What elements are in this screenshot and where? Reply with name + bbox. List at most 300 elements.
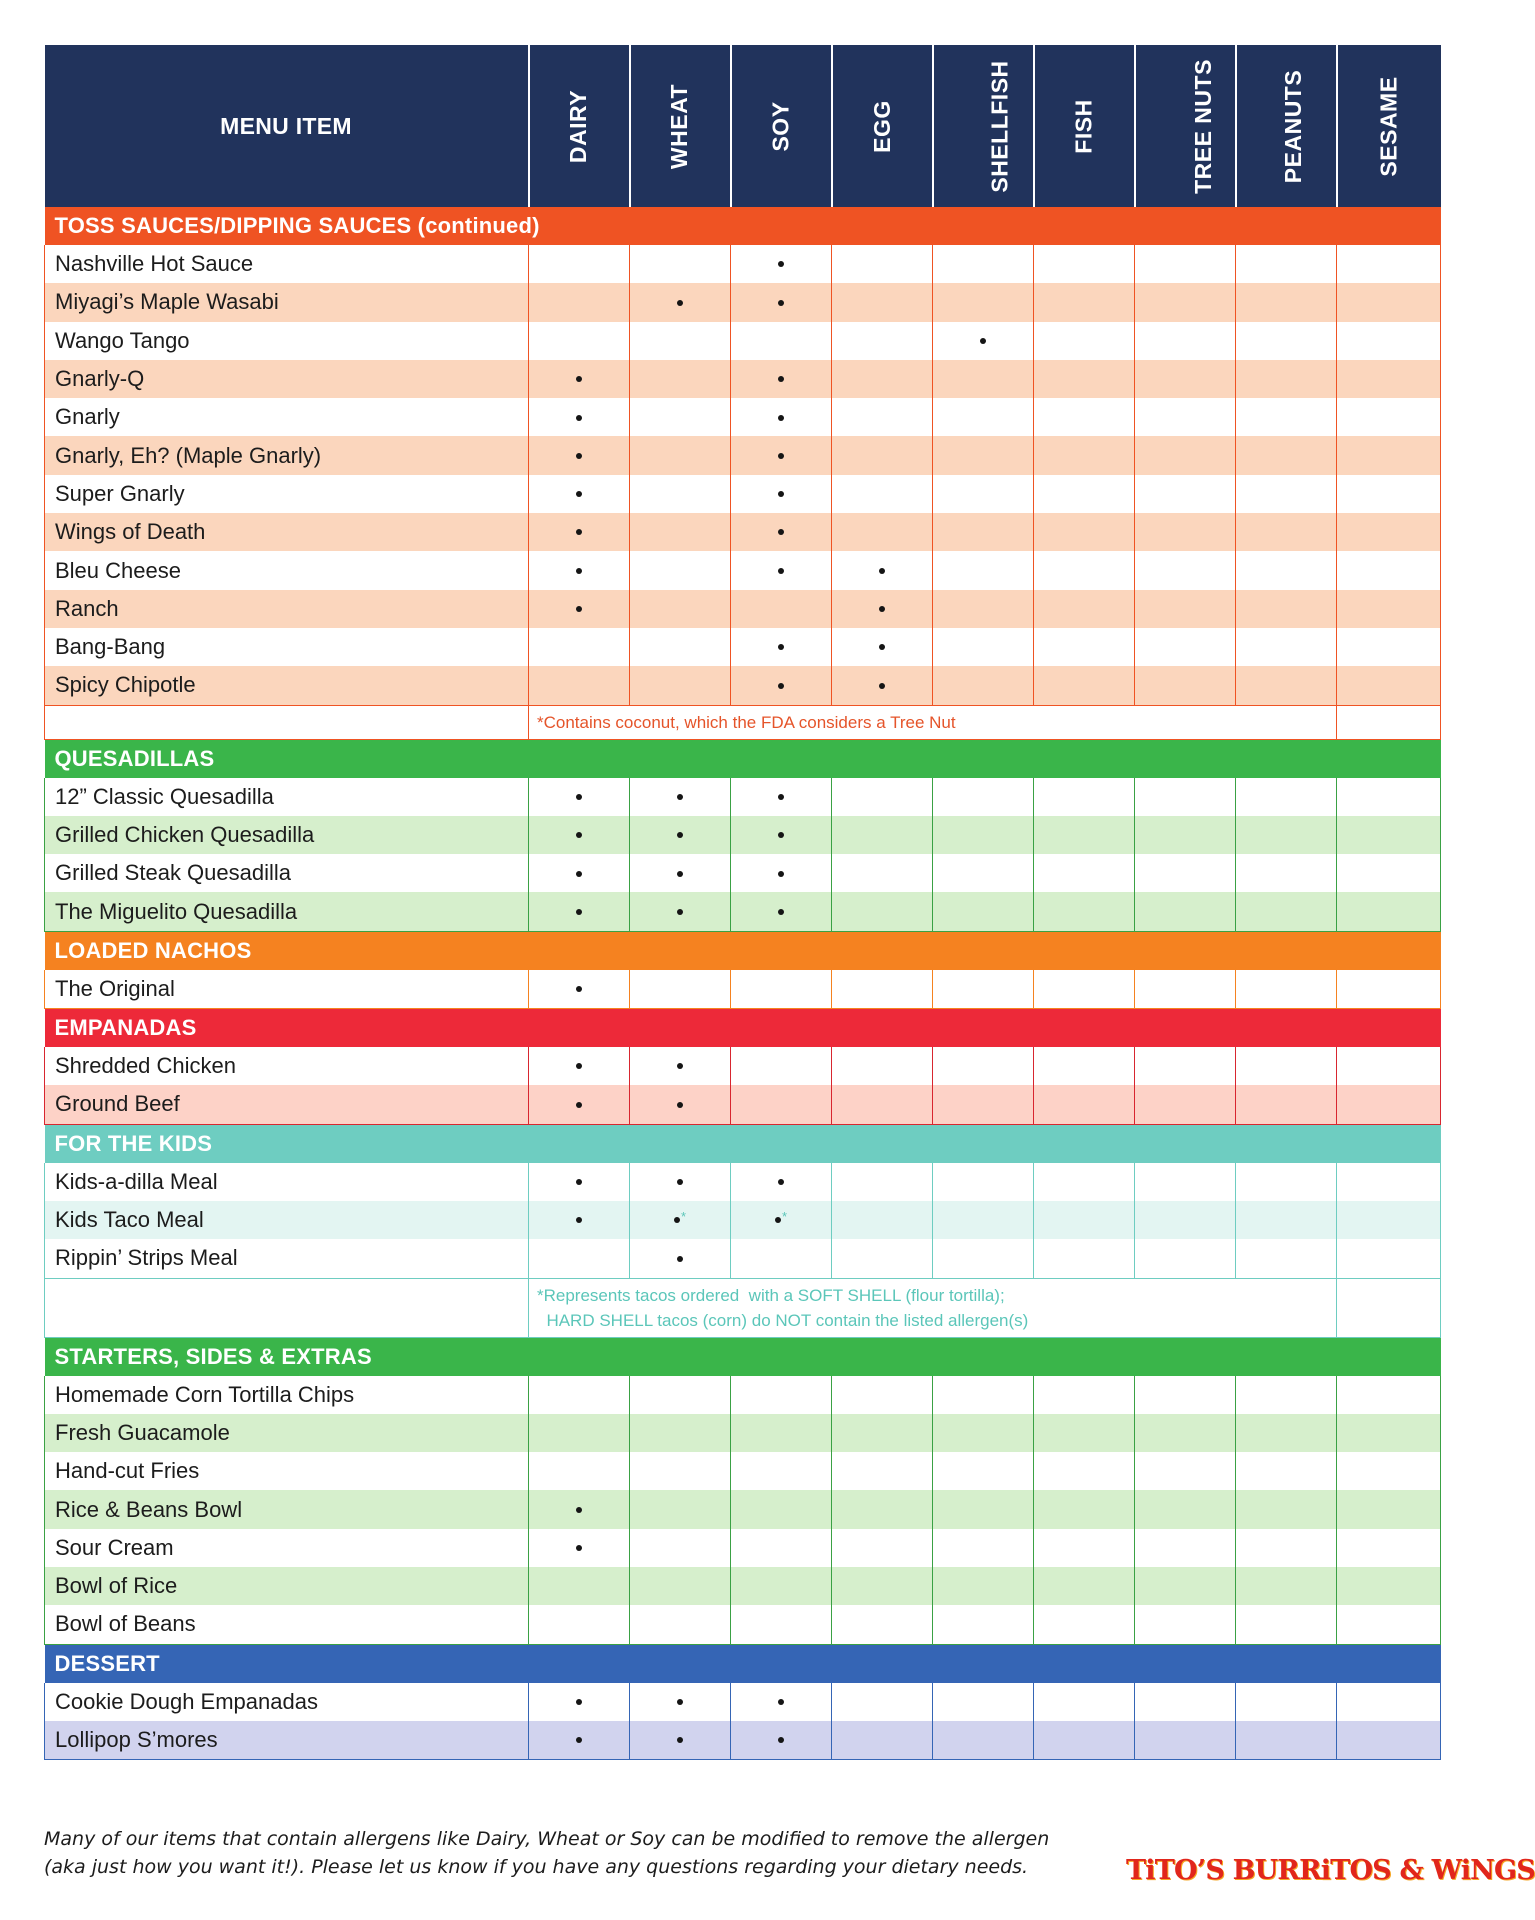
table-row bbox=[45, 666, 1441, 705]
allergen-cell bbox=[1034, 1239, 1135, 1278]
allergen-cell bbox=[832, 816, 933, 854]
allergen-cell bbox=[1135, 854, 1236, 892]
allergen-dot bbox=[677, 909, 683, 915]
menu-item-name: Gnarly bbox=[45, 398, 529, 436]
allergen-cell bbox=[1135, 513, 1236, 551]
table-row bbox=[45, 398, 1441, 436]
allergen-cell bbox=[731, 1683, 832, 1721]
allergen-cell bbox=[1135, 1452, 1236, 1490]
allergen-cell bbox=[1337, 666, 1441, 705]
allergen-cell bbox=[529, 360, 630, 398]
allergen-cell bbox=[832, 1683, 933, 1721]
allergen-cell bbox=[1337, 1721, 1441, 1760]
menu-item-name: Bowl of Rice bbox=[45, 1567, 529, 1605]
allergen-cell bbox=[529, 854, 630, 892]
allergen-dot bbox=[677, 1699, 683, 1705]
allergen-cell bbox=[1337, 892, 1441, 931]
allergen-cell bbox=[1337, 1085, 1441, 1124]
allergen-cell bbox=[529, 1452, 630, 1490]
allergen-cell bbox=[1236, 1047, 1337, 1085]
allergen-cell bbox=[1337, 1683, 1441, 1721]
footnote-asterisk: * bbox=[680, 1208, 687, 1224]
allergen-cell bbox=[832, 1163, 933, 1201]
allergen-cell bbox=[933, 1239, 1034, 1278]
allergen-cell bbox=[1337, 1567, 1441, 1605]
allergen-cell bbox=[1135, 1047, 1236, 1085]
allergen-cell bbox=[933, 1047, 1034, 1085]
allergen-dot bbox=[576, 1217, 582, 1223]
section-header bbox=[45, 1124, 1441, 1163]
allergen-cell bbox=[832, 970, 933, 1009]
menu-item-name: The Original bbox=[45, 970, 529, 1009]
allergen-cell bbox=[832, 778, 933, 816]
allergen-dot bbox=[677, 1179, 683, 1185]
allergen-cell bbox=[630, 1721, 731, 1760]
allergen-cell bbox=[1135, 360, 1236, 398]
brand-logo: TiTO’S BURRiTOS & WiNGS bbox=[1126, 1855, 1535, 1886]
footnote-blank-cell bbox=[45, 705, 529, 739]
allergen-cell bbox=[1034, 1376, 1135, 1414]
allergen-dot bbox=[576, 1507, 582, 1513]
menu-item-name: 12” Classic Quesadilla bbox=[45, 778, 529, 816]
allergen-cell bbox=[630, 360, 731, 398]
allergen-cell bbox=[1236, 666, 1337, 705]
allergen-cell bbox=[933, 1085, 1034, 1124]
allergen-cell bbox=[1135, 322, 1236, 360]
allergen-cell bbox=[1034, 970, 1135, 1009]
allergen-dot bbox=[778, 794, 784, 800]
allergen-dot bbox=[778, 376, 784, 382]
allergen-cell bbox=[1236, 360, 1337, 398]
allergen-cell bbox=[1337, 778, 1441, 816]
allergen-cell bbox=[1337, 398, 1441, 436]
allergen-cell bbox=[1337, 1376, 1441, 1414]
allergen-cell bbox=[630, 1376, 731, 1414]
section-header bbox=[45, 1337, 1441, 1376]
allergen-cell bbox=[529, 778, 630, 816]
allergen-cell bbox=[1135, 1163, 1236, 1201]
menu-item-name: Rippin’ Strips Meal bbox=[45, 1239, 529, 1278]
menu-item-name: Spicy Chipotle bbox=[45, 666, 529, 705]
allergen-cell bbox=[933, 283, 1034, 321]
allergen-cell bbox=[1034, 778, 1135, 816]
allergen-cell bbox=[933, 778, 1034, 816]
allergen-cell bbox=[1337, 245, 1441, 283]
menu-item-name: Gnarly-Q bbox=[45, 360, 529, 398]
allergen-cell bbox=[529, 1683, 630, 1721]
allergen-cell bbox=[630, 551, 731, 589]
allergen-cell bbox=[1034, 854, 1135, 892]
allergen-dot bbox=[778, 832, 784, 838]
menu-item-name: The Miguelito Quesadilla bbox=[45, 892, 529, 931]
allergen-cell bbox=[731, 1605, 832, 1644]
allergen-cell bbox=[1034, 1163, 1135, 1201]
section-title: QUESADILLAS bbox=[45, 739, 1441, 778]
allergen-cell bbox=[1236, 778, 1337, 816]
allergen-cell bbox=[731, 245, 832, 283]
allergen-cell bbox=[731, 816, 832, 854]
allergen-table bbox=[44, 45, 1441, 1760]
allergen-dot bbox=[778, 300, 784, 306]
allergen-cell bbox=[529, 1721, 630, 1760]
table-row bbox=[45, 1201, 1441, 1239]
allergen-cell bbox=[1034, 892, 1135, 931]
allergen-dot bbox=[576, 794, 582, 800]
allergen-cell bbox=[630, 436, 731, 474]
allergen-dot bbox=[576, 606, 582, 612]
allergen-cell bbox=[1236, 551, 1337, 589]
allergen-cell bbox=[529, 970, 630, 1009]
table-row bbox=[45, 436, 1441, 474]
allergen-cell bbox=[1337, 854, 1441, 892]
table-row bbox=[45, 513, 1441, 551]
allergen-header-sesame: SESAME bbox=[1337, 45, 1441, 207]
allergen-cell bbox=[731, 551, 832, 589]
allergen-cell bbox=[630, 1085, 731, 1124]
allergen-cell bbox=[1034, 245, 1135, 283]
allergen-cell bbox=[1236, 1085, 1337, 1124]
allergen-cell bbox=[933, 1201, 1034, 1239]
table-row bbox=[45, 1529, 1441, 1567]
allergen-cell bbox=[832, 398, 933, 436]
allergen-cell bbox=[731, 970, 832, 1009]
allergen-cell bbox=[1034, 816, 1135, 854]
allergen-cell bbox=[1135, 1414, 1236, 1452]
menu-item-name: Miyagi’s Maple Wasabi bbox=[45, 283, 529, 321]
table-row bbox=[45, 1163, 1441, 1201]
allergen-cell bbox=[731, 1201, 832, 1239]
allergen-cell bbox=[731, 1414, 832, 1452]
allergen-cell bbox=[1236, 854, 1337, 892]
allergen-cell bbox=[529, 475, 630, 513]
menu-item-name: Rice & Beans Bowl bbox=[45, 1490, 529, 1528]
allergen-cell bbox=[1236, 1201, 1337, 1239]
allergen-cell bbox=[832, 322, 933, 360]
allergen-cell bbox=[1337, 628, 1441, 666]
allergen-cell bbox=[630, 1490, 731, 1528]
allergen-cell bbox=[529, 398, 630, 436]
menu-item-name: Lollipop S’mores bbox=[45, 1721, 529, 1760]
allergen-dot bbox=[576, 529, 582, 535]
allergen-cell bbox=[1337, 1452, 1441, 1490]
allergen-dot bbox=[576, 1699, 582, 1705]
allergen-cell bbox=[832, 513, 933, 551]
section-footnote-row bbox=[45, 1278, 1441, 1337]
section-header bbox=[45, 207, 1441, 245]
menu-item-name: Shredded Chicken bbox=[45, 1047, 529, 1085]
allergen-cell bbox=[1034, 1047, 1135, 1085]
allergen-header-wheat: WHEAT bbox=[630, 45, 731, 207]
allergen-cell bbox=[832, 1085, 933, 1124]
allergen-cell bbox=[832, 1721, 933, 1760]
allergen-cell bbox=[731, 778, 832, 816]
allergen-cell bbox=[1135, 1605, 1236, 1644]
allergen-cell bbox=[630, 322, 731, 360]
table-row bbox=[45, 1490, 1441, 1528]
allergen-dot bbox=[778, 568, 784, 574]
allergen-cell bbox=[1034, 1452, 1135, 1490]
allergen-cell bbox=[630, 1047, 731, 1085]
allergen-dot bbox=[879, 568, 885, 574]
allergen-cell bbox=[1034, 436, 1135, 474]
allergen-dot bbox=[576, 871, 582, 877]
allergen-cell bbox=[529, 1085, 630, 1124]
allergen-cell bbox=[1034, 590, 1135, 628]
table-row bbox=[45, 360, 1441, 398]
allergen-dot bbox=[576, 909, 582, 915]
allergen-cell bbox=[630, 1683, 731, 1721]
allergen-cell bbox=[832, 245, 933, 283]
allergen-cell bbox=[1034, 1490, 1135, 1528]
allergen-cell bbox=[630, 816, 731, 854]
allergen-dot bbox=[778, 261, 784, 267]
allergen-cell bbox=[731, 1239, 832, 1278]
table-header bbox=[45, 45, 1441, 207]
allergen-cell bbox=[1337, 360, 1441, 398]
allergen-cell bbox=[1337, 283, 1441, 321]
allergen-header-fish: FISH bbox=[1034, 45, 1135, 207]
allergen-cell bbox=[1236, 475, 1337, 513]
table-row bbox=[45, 854, 1441, 892]
allergen-cell bbox=[832, 1490, 933, 1528]
allergen-cell bbox=[832, 1376, 933, 1414]
allergen-cell bbox=[529, 1239, 630, 1278]
allergen-cell bbox=[731, 513, 832, 551]
allergen-dot bbox=[576, 832, 582, 838]
table-row bbox=[45, 778, 1441, 816]
section-title: LOADED NACHOS bbox=[45, 931, 1441, 970]
allergen-cell bbox=[1337, 1201, 1441, 1239]
allergen-cell bbox=[529, 816, 630, 854]
menu-item-name: Ranch bbox=[45, 590, 529, 628]
allergen-cell bbox=[1236, 816, 1337, 854]
allergen-cell bbox=[1135, 1683, 1236, 1721]
table-body bbox=[45, 207, 1441, 1760]
allergen-cell bbox=[630, 1239, 731, 1278]
allergen-cell bbox=[832, 1567, 933, 1605]
allergen-dot bbox=[778, 1699, 784, 1705]
allergen-cell bbox=[832, 1239, 933, 1278]
allergen-cell bbox=[1236, 590, 1337, 628]
allergen-cell bbox=[1337, 475, 1441, 513]
allergen-cell bbox=[1236, 1567, 1337, 1605]
section-header bbox=[45, 1644, 1441, 1683]
menu-item-name: Grilled Steak Quesadilla bbox=[45, 854, 529, 892]
allergen-cell bbox=[1236, 1163, 1337, 1201]
allergen-cell bbox=[832, 1452, 933, 1490]
allergen-dot bbox=[677, 794, 683, 800]
allergen-cell bbox=[731, 398, 832, 436]
allergen-cell bbox=[529, 892, 630, 931]
table-row bbox=[45, 892, 1441, 931]
allergen-cell bbox=[832, 475, 933, 513]
allergen-cell bbox=[933, 816, 1034, 854]
allergen-header-tree-nuts: TREE NUTS bbox=[1135, 45, 1236, 207]
footnote-line: HARD SHELL tacos (corn) do NOT contain the listed allergen(s) bbox=[537, 1310, 1029, 1330]
allergen-cell bbox=[832, 1414, 933, 1452]
allergen-cell bbox=[933, 360, 1034, 398]
allergen-cell bbox=[630, 1605, 731, 1644]
menu-item-name: Fresh Guacamole bbox=[45, 1414, 529, 1452]
menu-item-name: Gnarly, Eh? (Maple Gnarly) bbox=[45, 436, 529, 474]
allergen-cell bbox=[630, 283, 731, 321]
table-row bbox=[45, 1567, 1441, 1605]
allergen-cell bbox=[933, 1376, 1034, 1414]
allergen-cell bbox=[1236, 322, 1337, 360]
allergen-cell bbox=[630, 590, 731, 628]
allergen-header-egg: EGG bbox=[832, 45, 933, 207]
allergen-cell bbox=[731, 1376, 832, 1414]
allergen-dot bbox=[576, 453, 582, 459]
menu-item-header: MENU ITEM bbox=[45, 45, 529, 207]
allergen-cell bbox=[1337, 1239, 1441, 1278]
menu-item-name: Bang-Bang bbox=[45, 628, 529, 666]
allergen-cell bbox=[832, 1529, 933, 1567]
allergen-cell bbox=[933, 1163, 1034, 1201]
allergen-cell bbox=[630, 1201, 731, 1239]
allergen-cell bbox=[630, 398, 731, 436]
allergen-cell bbox=[529, 513, 630, 551]
menu-item-name: Wings of Death bbox=[45, 513, 529, 551]
allergen-cell bbox=[832, 628, 933, 666]
allergen-dot bbox=[778, 909, 784, 915]
allergen-cell bbox=[1236, 1721, 1337, 1760]
table-row bbox=[45, 475, 1441, 513]
allergen-cell bbox=[1236, 1529, 1337, 1567]
allergen-cell bbox=[1337, 816, 1441, 854]
footnote-end-cell bbox=[1337, 705, 1441, 739]
allergen-cell bbox=[1337, 436, 1441, 474]
allergen-cell bbox=[933, 475, 1034, 513]
allergen-cell bbox=[731, 283, 832, 321]
allergen-cell bbox=[731, 628, 832, 666]
allergen-cell bbox=[731, 1452, 832, 1490]
allergen-cell bbox=[1135, 1085, 1236, 1124]
allergen-dot bbox=[576, 1102, 582, 1108]
allergen-cell bbox=[933, 970, 1034, 1009]
footnote-line: *Represents tacos ordered with a SOFT SHELL (flour tortilla); bbox=[537, 1285, 1005, 1305]
allergen-cell bbox=[1236, 1452, 1337, 1490]
allergen-cell bbox=[1337, 1490, 1441, 1528]
menu-item-name: Nashville Hot Sauce bbox=[45, 245, 529, 283]
allergen-cell bbox=[529, 322, 630, 360]
allergen-dot bbox=[576, 1737, 582, 1743]
menu-item-name: Kids-a-dilla Meal bbox=[45, 1163, 529, 1201]
menu-item-name: Grilled Chicken Quesadilla bbox=[45, 816, 529, 854]
allergen-cell bbox=[1034, 1683, 1135, 1721]
allergen-cell bbox=[529, 436, 630, 474]
allergen-cell bbox=[933, 1414, 1034, 1452]
allergen-cell bbox=[529, 1490, 630, 1528]
allergen-dot bbox=[677, 1737, 683, 1743]
allergen-cell bbox=[1135, 970, 1236, 1009]
table-row bbox=[45, 1721, 1441, 1760]
allergen-cell bbox=[731, 475, 832, 513]
section-header bbox=[45, 1009, 1441, 1048]
allergen-cell bbox=[1337, 970, 1441, 1009]
allergen-cell bbox=[630, 1452, 731, 1490]
allergen-dot bbox=[576, 568, 582, 574]
allergen-cell bbox=[1236, 892, 1337, 931]
allergen-cell bbox=[1236, 970, 1337, 1009]
allergen-cell bbox=[630, 892, 731, 931]
allergen-cell bbox=[1135, 590, 1236, 628]
allergen-dot bbox=[576, 1063, 582, 1069]
allergen-cell bbox=[529, 245, 630, 283]
allergen-cell bbox=[529, 1163, 630, 1201]
allergen-cell bbox=[933, 666, 1034, 705]
section-header bbox=[45, 739, 1441, 778]
allergen-cell bbox=[731, 854, 832, 892]
section-title: FOR THE KIDS bbox=[45, 1124, 1441, 1163]
section-title: EMPANADAS bbox=[45, 1009, 1441, 1048]
table-row bbox=[45, 322, 1441, 360]
allergen-cell bbox=[1034, 283, 1135, 321]
section-header bbox=[45, 931, 1441, 970]
allergen-cell bbox=[731, 666, 832, 705]
table-row bbox=[45, 551, 1441, 589]
allergen-cell bbox=[1135, 436, 1236, 474]
allergen-cell bbox=[529, 283, 630, 321]
allergen-dot bbox=[980, 338, 986, 344]
allergen-cell bbox=[630, 1414, 731, 1452]
allergen-cell bbox=[1034, 1605, 1135, 1644]
footer-disclaimer bbox=[44, 1825, 1084, 1881]
allergen-cell bbox=[1034, 628, 1135, 666]
allergen-dot bbox=[879, 683, 885, 689]
allergen-dot bbox=[576, 1179, 582, 1185]
allergen-cell bbox=[630, 1567, 731, 1605]
footnote-end-cell bbox=[1337, 1278, 1441, 1337]
allergen-cell bbox=[731, 1163, 832, 1201]
allergen-cell bbox=[731, 1047, 832, 1085]
allergen-cell bbox=[1135, 1239, 1236, 1278]
allergen-cell bbox=[1135, 398, 1236, 436]
allergen-cell bbox=[1034, 513, 1135, 551]
allergen-dot bbox=[576, 491, 582, 497]
allergen-dot bbox=[778, 871, 784, 877]
allergen-cell bbox=[832, 1201, 933, 1239]
allergen-dot bbox=[778, 453, 784, 459]
allergen-cell bbox=[630, 1529, 731, 1567]
section-footnote bbox=[529, 1278, 1337, 1337]
allergen-cell bbox=[1337, 1529, 1441, 1567]
allergen-cell bbox=[933, 854, 1034, 892]
allergen-cell bbox=[1034, 1201, 1135, 1239]
allergen-cell bbox=[832, 590, 933, 628]
section-title: TOSS SAUCES/DIPPING SAUCES (continued) bbox=[45, 207, 1441, 245]
table-row bbox=[45, 1047, 1441, 1085]
allergen-cell bbox=[731, 1721, 832, 1760]
allergen-cell bbox=[1236, 1414, 1337, 1452]
allergen-header-shellfish: SHELLFISH bbox=[933, 45, 1034, 207]
table-row bbox=[45, 1452, 1441, 1490]
allergen-dot bbox=[576, 415, 582, 421]
allergen-dot bbox=[879, 644, 885, 650]
allergen-cell bbox=[1034, 398, 1135, 436]
allergen-cell bbox=[933, 551, 1034, 589]
allergen-cell bbox=[1135, 1490, 1236, 1528]
allergen-cell bbox=[832, 892, 933, 931]
allergen-cell bbox=[933, 1567, 1034, 1605]
table-row bbox=[45, 1683, 1441, 1721]
allergen-cell bbox=[933, 628, 1034, 666]
allergen-cell bbox=[1034, 1085, 1135, 1124]
footer-line-1: Many of our items that contain allergens like Dairy, Wheat or Soy can be modified to remove the allergen bbox=[44, 1828, 1050, 1850]
menu-item-name: Ground Beef bbox=[45, 1085, 529, 1124]
allergen-cell bbox=[1337, 322, 1441, 360]
allergen-cell bbox=[1034, 322, 1135, 360]
